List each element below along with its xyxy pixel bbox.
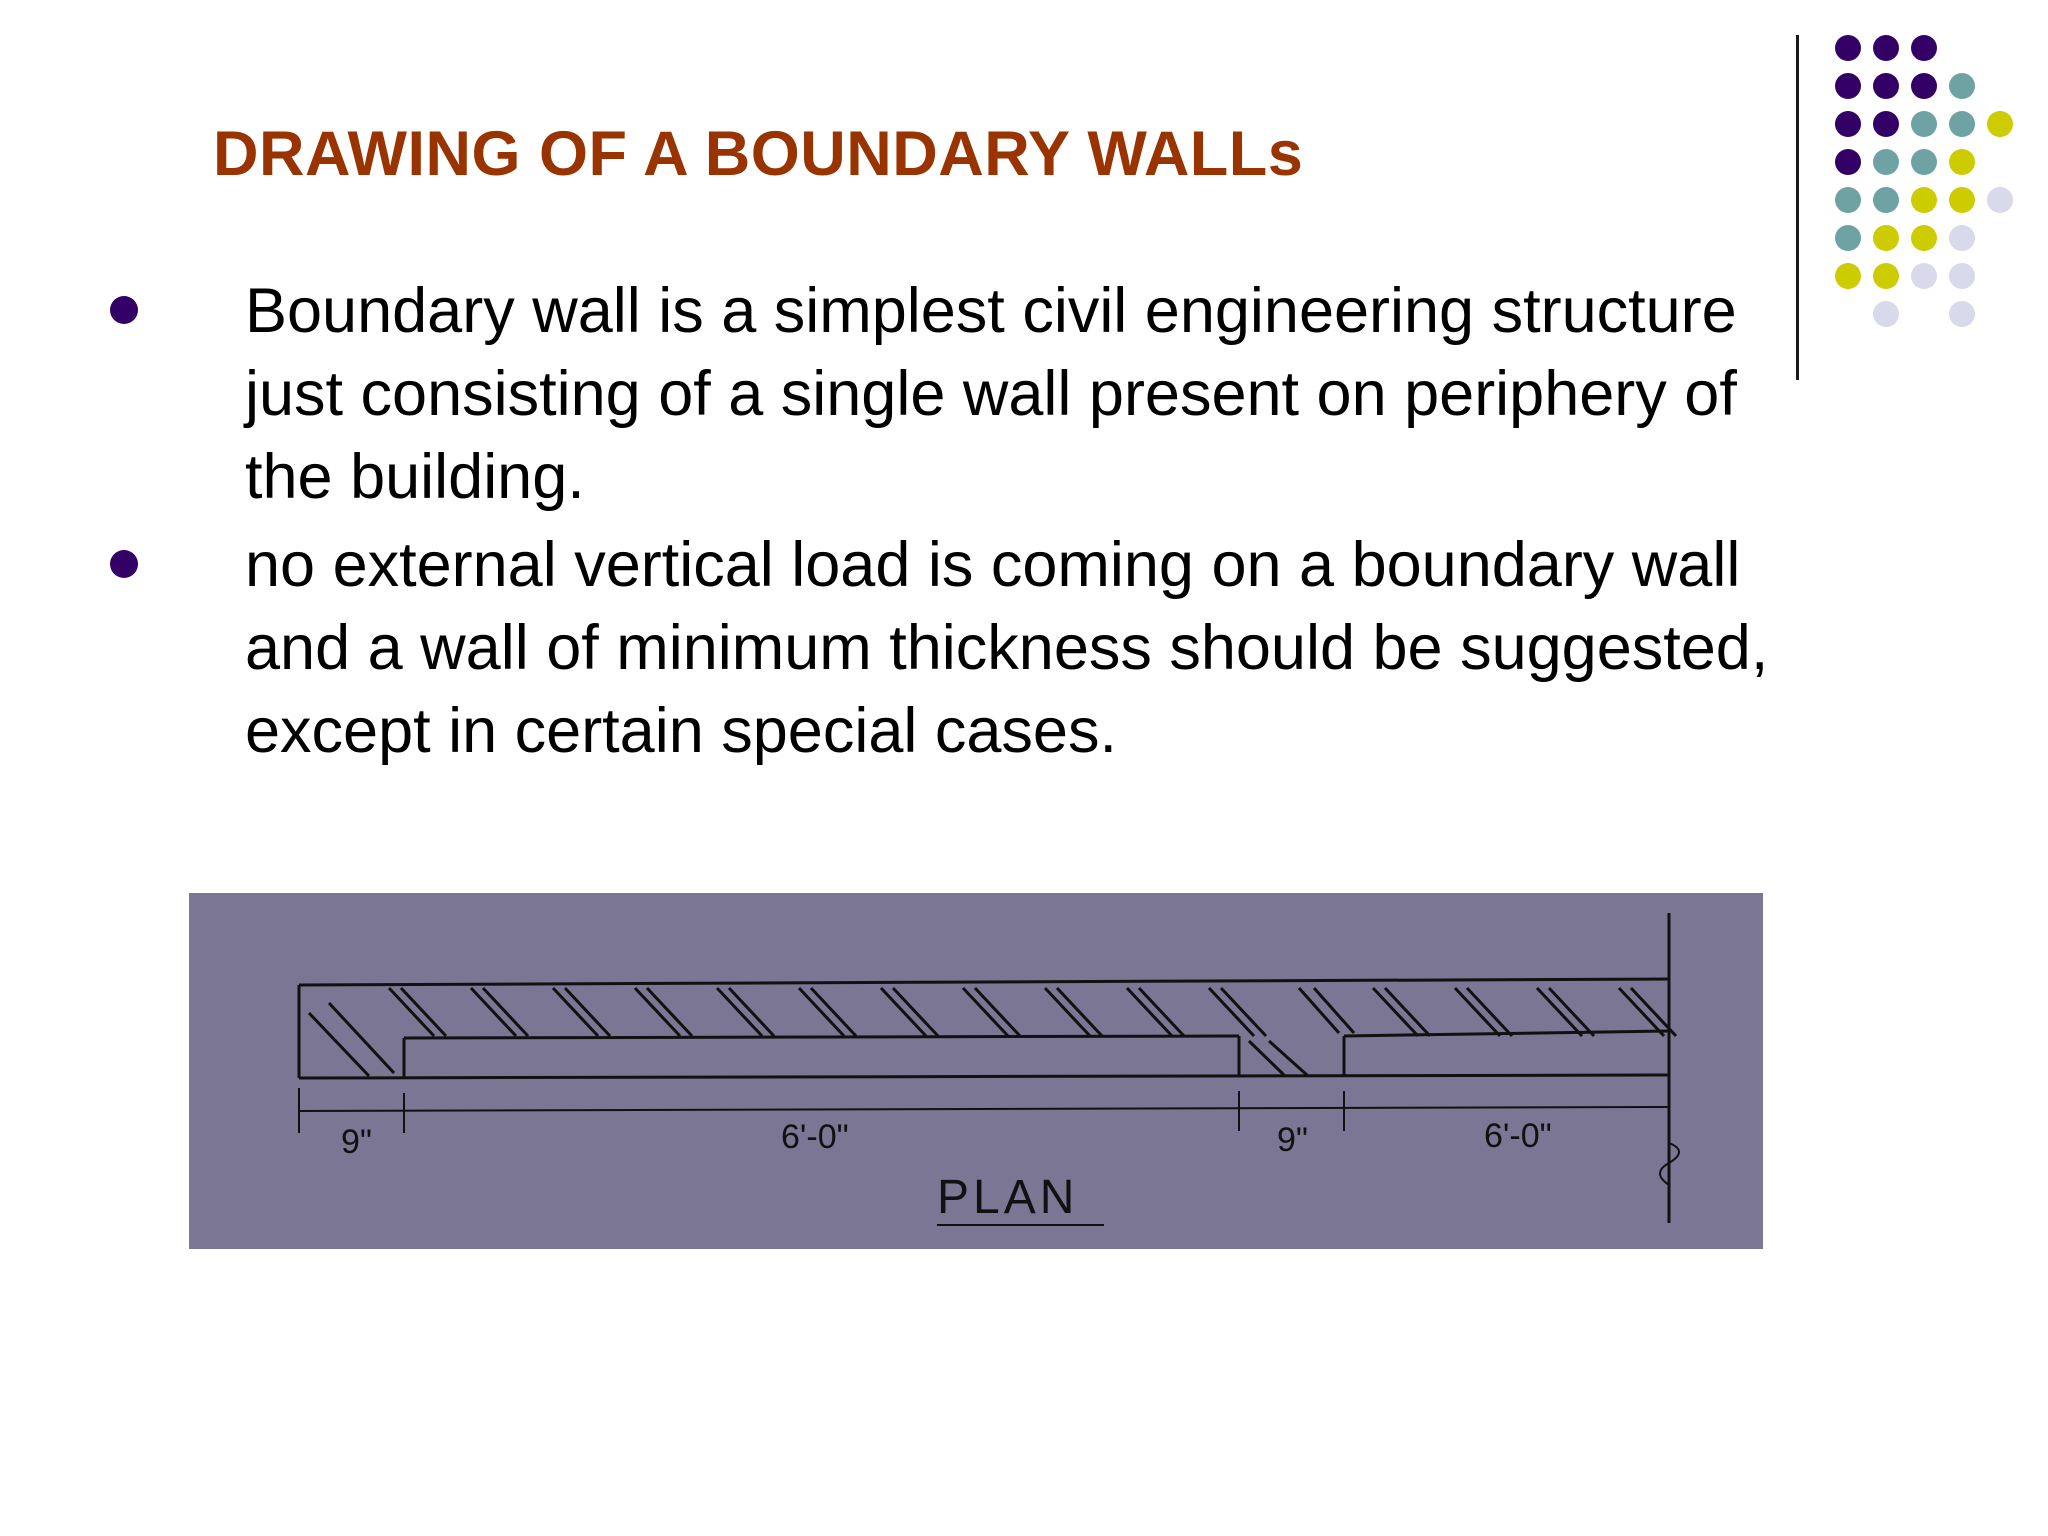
dimension-label: 6'-0" xyxy=(781,1118,849,1156)
hatch-line xyxy=(647,988,692,1036)
hatch-line xyxy=(729,988,774,1036)
decorative-dot xyxy=(1911,73,1937,99)
decorative-dot xyxy=(1911,35,1937,61)
hatch-line xyxy=(799,988,844,1036)
dimension-label: 9" xyxy=(1277,1121,1308,1159)
hatch-line xyxy=(1269,1041,1307,1075)
hatch-line xyxy=(483,988,528,1036)
decorative-dot xyxy=(1987,111,2013,137)
hatch-line xyxy=(1373,988,1418,1036)
plan-drawing-svg xyxy=(189,893,1763,1249)
hatch-line xyxy=(1139,988,1184,1036)
hatch-line xyxy=(1249,1041,1284,1075)
dimension-label: 9" xyxy=(341,1123,372,1161)
decorative-dot xyxy=(1911,111,1937,137)
decorative-dot xyxy=(1835,263,1861,289)
bullet-item xyxy=(110,524,1810,773)
decorative-dot xyxy=(1835,149,1861,175)
hatch-line xyxy=(963,988,1008,1036)
hatch-line xyxy=(1549,988,1594,1036)
hatch-line xyxy=(1209,988,1254,1036)
decorative-dot xyxy=(1835,111,1861,137)
hatch-line xyxy=(401,988,446,1036)
hatch-line xyxy=(1619,988,1664,1036)
hatch-line xyxy=(389,988,434,1036)
hatch-line xyxy=(975,988,1020,1036)
hatch-line xyxy=(1045,988,1090,1036)
bullet-marker xyxy=(110,296,138,324)
plan-caption: PLAN xyxy=(937,1171,1079,1224)
hatch-line xyxy=(1537,988,1582,1036)
decorative-dot xyxy=(1949,263,1975,289)
decorative-dot xyxy=(1949,149,1975,175)
bullet-text: Boundary wall is a simplest civil engineering structure just consisting of a single wall present on periphery of the building. xyxy=(245,276,1737,512)
decorative-dot xyxy=(1835,225,1861,251)
hatch-line xyxy=(309,1013,369,1076)
decorative-dot xyxy=(1873,263,1899,289)
decorative-dot xyxy=(1835,35,1861,61)
hatch-line xyxy=(1385,988,1430,1036)
boundary-wall-plan-drawing xyxy=(189,893,1763,1249)
decorative-dot xyxy=(1911,263,1937,289)
decorative-dot xyxy=(1949,187,1975,213)
hatch-line xyxy=(565,988,610,1036)
hatch-line xyxy=(1057,988,1102,1036)
decorative-dot-grid xyxy=(1830,28,2040,338)
decorative-dot xyxy=(1873,301,1899,327)
hatch-line xyxy=(1127,988,1172,1036)
decorative-dot xyxy=(1911,225,1937,251)
decorative-dot xyxy=(1835,73,1861,99)
hatch-line xyxy=(811,988,856,1036)
hatch-line xyxy=(881,988,926,1036)
decorative-dot xyxy=(1949,73,1975,99)
dimension-label: 6'-0" xyxy=(1484,1117,1552,1155)
decorative-dot xyxy=(1911,149,1937,175)
hatch-line xyxy=(635,988,680,1036)
decorative-dot xyxy=(1835,187,1861,213)
decorative-dot xyxy=(1949,111,1975,137)
decorative-dot xyxy=(1949,225,1975,251)
decorative-dot xyxy=(1911,187,1937,213)
decorative-dot xyxy=(1987,187,2013,213)
bullet-item xyxy=(110,270,1810,519)
slide-title: DRAWING OF A BOUNDARY WALLs xyxy=(213,119,1304,189)
decorative-dot xyxy=(1873,225,1899,251)
bullet-list xyxy=(110,270,1810,778)
decorative-dot xyxy=(1873,35,1899,61)
decorative-dot xyxy=(1873,149,1899,175)
hatch-line xyxy=(893,988,938,1036)
hatch-line xyxy=(1455,988,1500,1036)
decorative-dot xyxy=(1873,73,1899,99)
hatch-line xyxy=(1221,988,1266,1036)
hatch-line xyxy=(329,1003,394,1073)
wall-hatching xyxy=(309,988,1676,1076)
hatch-line xyxy=(471,988,516,1036)
hatch-line xyxy=(717,988,762,1036)
hatch-line xyxy=(553,988,598,1036)
hatch-line xyxy=(1467,988,1512,1036)
bullet-text: no external vertical load is coming on a boundary wall and a wall of minimum thickness should be suggested, except in certain special cases. xyxy=(245,530,1769,766)
bullet-marker xyxy=(110,550,138,578)
decorative-dot xyxy=(1873,187,1899,213)
decorative-dot xyxy=(1873,111,1899,137)
decorative-dot xyxy=(1949,301,1975,327)
